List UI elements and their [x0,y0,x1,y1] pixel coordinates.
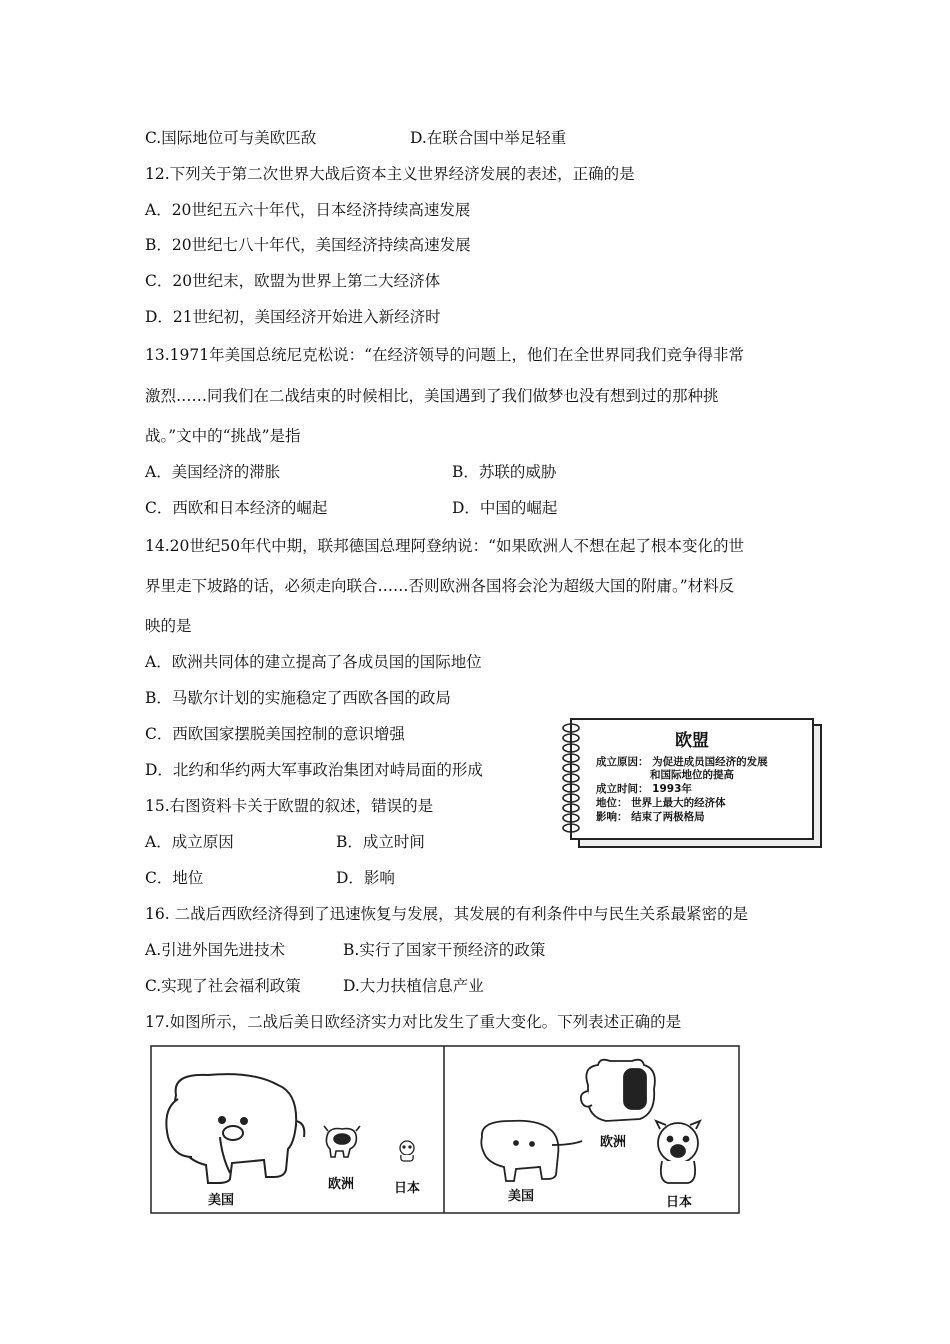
q12-option-c: C．20世纪末，欧盟为世界上第二大经济体 [145,272,441,290]
card-face [570,718,814,840]
right-label-europe: 欧洲 [600,1135,627,1150]
q12-option-d: D．21世纪初，美国经济开始进入新经济时 [145,308,441,326]
cow-small-icon [322,1123,362,1161]
q13-stem-line3: 战。”文中的“挑战”是指 [145,427,301,445]
q16-option-b: B.实行了国家干预经济的政策 [343,941,546,959]
q16-option-a: A.引进外国先进技术 [145,941,286,959]
q13-option-a: A．美国经济的滞胀 [145,463,281,481]
left-label-japan: 日本 [394,1181,421,1196]
q12-option-a: A．20世纪五六十年代，日本经济持续高速发展 [145,201,471,219]
q15-option-b: B．成立时间 [336,833,425,851]
q16-stem: 16. 二战后西欧经济得到了迅速恢复与发展，其发展的有利条件中与民生关系最紧密的是 [145,905,749,923]
left-label-europe: 欧洲 [328,1177,355,1192]
q14-stem-line3: 映的是 [145,617,192,635]
q13-stem-line1: 13.1971年美国总统尼克松说：“在经济领导的问题上，他们在全世界同我们竞争得非常 [145,346,745,364]
right-label-usa: 美国 [508,1189,535,1204]
q15-option-a: A．成立原因 [145,833,234,851]
q14-stem-line2: 界里走下坡路的话，必须走向联合……否则欧洲各国将会沦为超级大国的附庸。”材料反 [145,577,735,595]
q11-option-d: D.在联合国中举足轻重 [410,129,567,147]
q12-option-b: B．20世纪七八十年代，美国经济持续高速发展 [145,236,471,254]
q11-option-c: C.国际地位可与美欧匹敌 [145,129,317,147]
card-title: 欧盟 [675,731,709,751]
q13-option-d: D．中国的崛起 [452,499,558,517]
q14-option-a: A．欧洲共同体的建立提高了各成员国的国际地位 [145,653,482,671]
eu-info-card [560,718,822,848]
q14-option-d: D．北约和华约两大军事政治集团对峙局面的形成 [145,761,483,779]
card-row-status: 地位： 世界上最大的经济体 [596,797,726,809]
q13-stem-line2: 激烈……同我们在二战结束的时候相比，美国遇到了我们做梦也没有想到过的那种挑 [145,387,719,405]
q16-option-d: D.大力扶植信息产业 [343,977,484,995]
q17-stem: 17.如图所示，二战后美日欧经济实力对比发生了重大变化。下列表述正确的是 [145,1013,682,1031]
right-label-japan: 日本 [666,1195,693,1210]
elephant-small-icon [476,1117,586,1187]
tiger-tiny-icon [396,1139,418,1163]
left-label-usa: 美国 [208,1193,235,1208]
q14-option-b: B．马歇尔计划的实施稳定了西欧各国的政局 [145,689,451,707]
tiger-large-icon [648,1117,708,1189]
q14-option-c: C．西欧国家摆脱美国控制的意识增强 [145,725,405,743]
q14-stem-line1: 14.20世纪50年代中期，联邦德国总理阿登纳说：“如果欧洲人不想在起了根本变化的世 [145,537,745,555]
cartoon-comparison [150,1045,740,1215]
card-row-reason-cont: 和国际地位的提高 [650,769,734,781]
q15-option-c: C．地位 [145,869,204,887]
card-row-time: 成立时间： 1993年 [596,783,692,795]
q13-option-c: C．西欧和日本经济的崛起 [145,499,328,517]
card-row-impact: 影响： 结束了两极格局 [596,811,705,823]
elephant-large-icon [158,1065,308,1190]
card-row-reason: 成立原因： 为促进成员国经济的发展 [596,756,768,768]
q15-option-d: D．影响 [336,869,395,887]
q15-stem: 15.右图资料卡关于欧盟的叙述，错误的是 [145,797,434,815]
q12-stem: 12.下列关于第二次世界大战后资本主义世界经济发展的表述，正确的是 [145,165,635,183]
q16-option-c: C.实现了社会福利政策 [145,977,301,995]
q13-option-b: B．苏联的威胁 [452,463,557,481]
spiral-binding-icon [560,722,582,836]
